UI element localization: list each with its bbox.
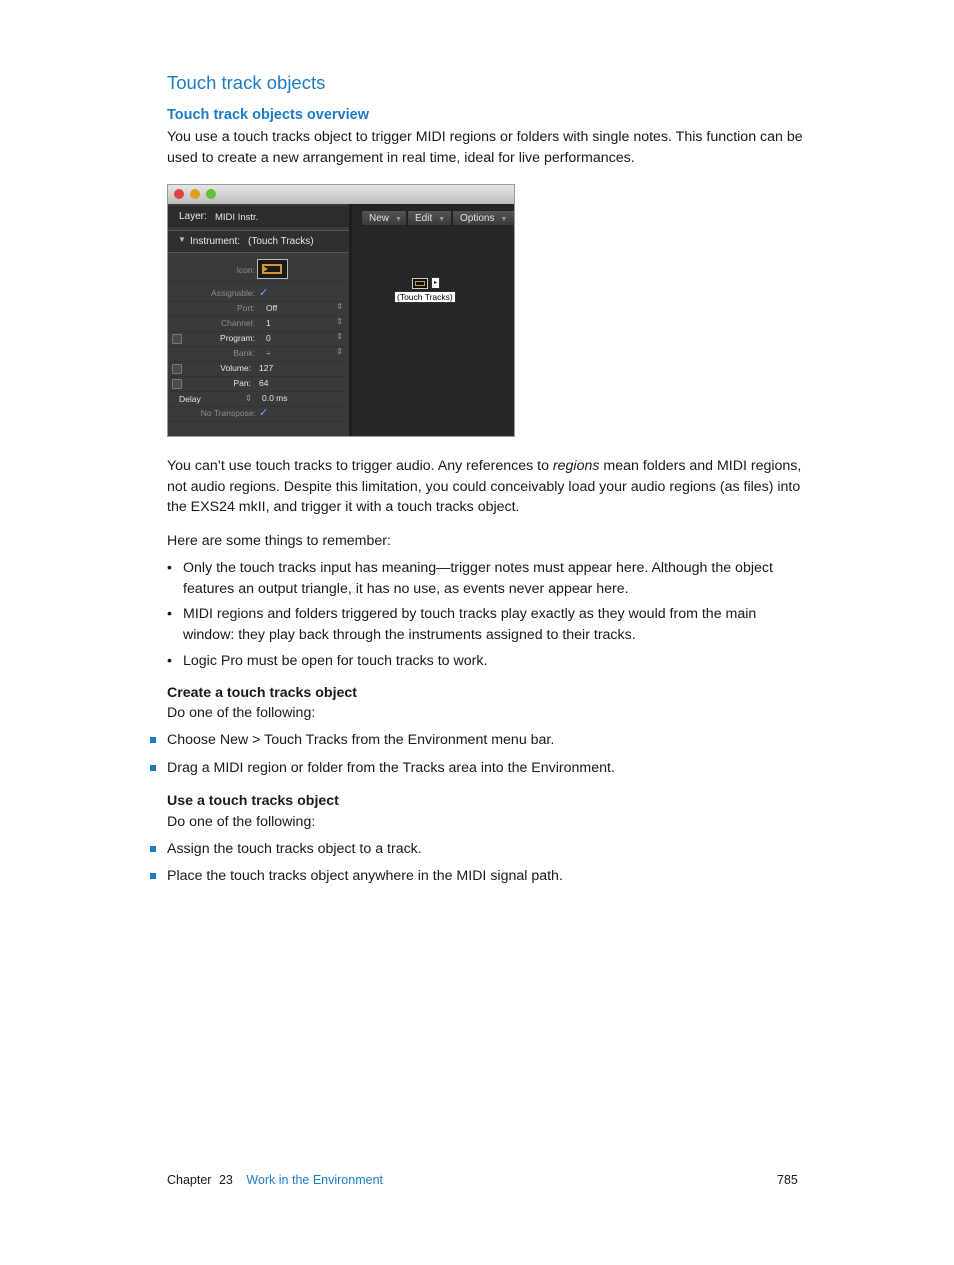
list-item-text: Place the touch tracks object anywhere in the MIDI signal path. xyxy=(167,868,563,884)
no-transpose-row xyxy=(168,406,349,422)
audio-text-2: mean folders and MIDI regions, not audio regions. Despite this limitation, you could conceivably load your audio regions (as files) into the EXS24 mkII, and trigger it with a touch tracks object. xyxy=(167,458,802,516)
delay-row xyxy=(168,391,349,407)
port-label: Port: xyxy=(237,303,255,313)
stepper-icon[interactable]: ⇕ xyxy=(336,317,343,326)
pan-label: Pan: xyxy=(233,378,251,388)
volume-value[interactable]: 127 xyxy=(259,363,274,373)
touch-tracks-icon[interactable] xyxy=(257,259,288,279)
bank-label: Bank: xyxy=(233,348,255,358)
window-titlebar xyxy=(168,185,515,204)
program-label: Program: xyxy=(220,333,255,343)
delay-label: Delay xyxy=(179,394,201,404)
options-menu-label: Options xyxy=(460,213,495,224)
layer-label: Layer: xyxy=(179,211,207,222)
page-number: 785 xyxy=(777,1173,798,1187)
subsection-heading: Touch track objects overview xyxy=(167,107,369,123)
bullet-square-icon xyxy=(150,873,156,879)
section-heading: Touch track objects xyxy=(167,72,326,93)
zoom-icon xyxy=(206,189,216,199)
list-item-text: Assign the touch tracks object to a track. xyxy=(167,841,422,857)
instrument-value: (Touch Tracks) xyxy=(248,236,314,247)
list-item-text: Logic Pro must be open for touch tracks to work. xyxy=(183,653,488,669)
list-item-text: MIDI regions and folders triggered by touch tracks play exactly as they would from the main window: they play back through the instruments assigned to their tracks. xyxy=(183,606,757,643)
icon-label: Icon: xyxy=(236,265,255,275)
close-icon xyxy=(174,189,184,199)
bullet-square-icon xyxy=(150,737,156,743)
port-row xyxy=(168,301,349,317)
icon-row xyxy=(168,257,349,282)
intro-paragraph: You use a touch tracks object to trigger MIDI regions or folders with single notes. This function can be used to create a new arrangement in real time, ideal for live performances. xyxy=(167,129,803,166)
channel-value[interactable]: 1 xyxy=(266,318,271,328)
assignable-checkbox[interactable]: ✓ xyxy=(259,287,269,299)
volume-row xyxy=(168,361,349,377)
stepper-icon[interactable]: ⇕ xyxy=(336,332,343,341)
chevron-down-icon: ▼ xyxy=(395,216,402,223)
layer-bar xyxy=(168,206,349,227)
assignable-row xyxy=(168,286,349,302)
channel-label: Channel: xyxy=(220,318,255,328)
instrument-label: Instrument: xyxy=(190,236,241,247)
program-row xyxy=(168,331,349,347)
volume-label: Volume: xyxy=(220,363,251,373)
no-transpose-checkbox[interactable]: ✓ xyxy=(259,407,269,419)
output-triangle-icon[interactable]: ▸ xyxy=(431,277,440,289)
create-task-intro: Do one of the following: xyxy=(167,705,316,721)
remember-intro: Here are some things to remember: xyxy=(167,533,391,549)
program-value[interactable]: 0 xyxy=(266,333,271,343)
minimize-icon xyxy=(190,189,200,199)
audio-text-1: You can’t use touch tracks to trigger audio. Any references to xyxy=(167,458,553,474)
no-transpose-label: No Transpose: xyxy=(200,408,256,418)
footer-chapter xyxy=(167,1173,383,1187)
disclosure-triangle-icon: ▼ xyxy=(178,235,186,244)
port-value[interactable]: Off xyxy=(266,303,278,313)
program-checkbox[interactable] xyxy=(172,334,182,344)
bullet-dot: • xyxy=(167,560,172,576)
bank-value[interactable]: ÷ xyxy=(266,348,271,358)
environment-area[interactable] xyxy=(352,204,515,437)
create-task-title: Create a touch tracks object xyxy=(167,685,358,701)
instrument-bar xyxy=(168,230,349,253)
footer-chapter-number: 23 xyxy=(218,1173,233,1187)
environment-window-screenshot xyxy=(167,184,515,437)
edit-menu-label: Edit xyxy=(415,213,433,224)
options-menu[interactable] xyxy=(452,210,515,226)
bullet-dot: • xyxy=(167,653,172,669)
new-menu-label: New xyxy=(369,213,390,224)
pan-row xyxy=(168,376,349,392)
use-task-intro: Do one of the following: xyxy=(167,814,316,830)
footer-chapter-title[interactable]: Work in the Environment xyxy=(246,1173,383,1187)
list-item-text: Drag a MIDI region or folder from the Tracks area into the Environment. xyxy=(167,760,615,776)
list-item-text: Only the touch tracks input has meaning—trigger notes must appear here. Although the object features an output triangle, it has no use, as events never appear here. xyxy=(183,560,773,597)
layer-value: MIDI Instr. xyxy=(215,212,259,223)
new-menu[interactable] xyxy=(361,210,407,226)
stepper-icon[interactable]: ⇕ xyxy=(336,347,343,356)
list-item-text: Choose New > Touch Tracks from the Environment menu bar. xyxy=(167,732,555,748)
volume-checkbox[interactable] xyxy=(172,364,182,374)
bullet-square-icon xyxy=(150,765,156,771)
bank-row xyxy=(168,346,349,362)
touch-tracks-object-label[interactable]: (Touch Tracks) xyxy=(394,291,456,303)
bullet-square-icon xyxy=(150,846,156,852)
audio-text-emphasis: regions xyxy=(552,458,600,474)
delay-value[interactable]: 0.0 ms xyxy=(262,393,288,403)
delay-stepper-icon[interactable]: ⇕ xyxy=(245,393,253,403)
assignable-label: Assignable: xyxy=(211,288,255,298)
edit-menu[interactable] xyxy=(407,210,452,226)
channel-row xyxy=(168,316,349,332)
bullet-dot: • xyxy=(167,606,172,622)
inspector-pane xyxy=(168,204,352,437)
footer-chapter-label: Chapter xyxy=(167,1173,212,1187)
pan-value[interactable]: 64 xyxy=(259,378,269,388)
touch-tracks-object-icon[interactable] xyxy=(412,278,428,289)
use-task-title: Use a touch tracks object xyxy=(167,793,339,809)
stepper-icon[interactable]: ⇕ xyxy=(336,302,343,311)
audio-paragraph xyxy=(167,456,807,518)
pan-checkbox[interactable] xyxy=(172,379,182,389)
chevron-down-icon: ▼ xyxy=(438,216,446,223)
chevron-down-icon: ▼ xyxy=(500,216,508,223)
